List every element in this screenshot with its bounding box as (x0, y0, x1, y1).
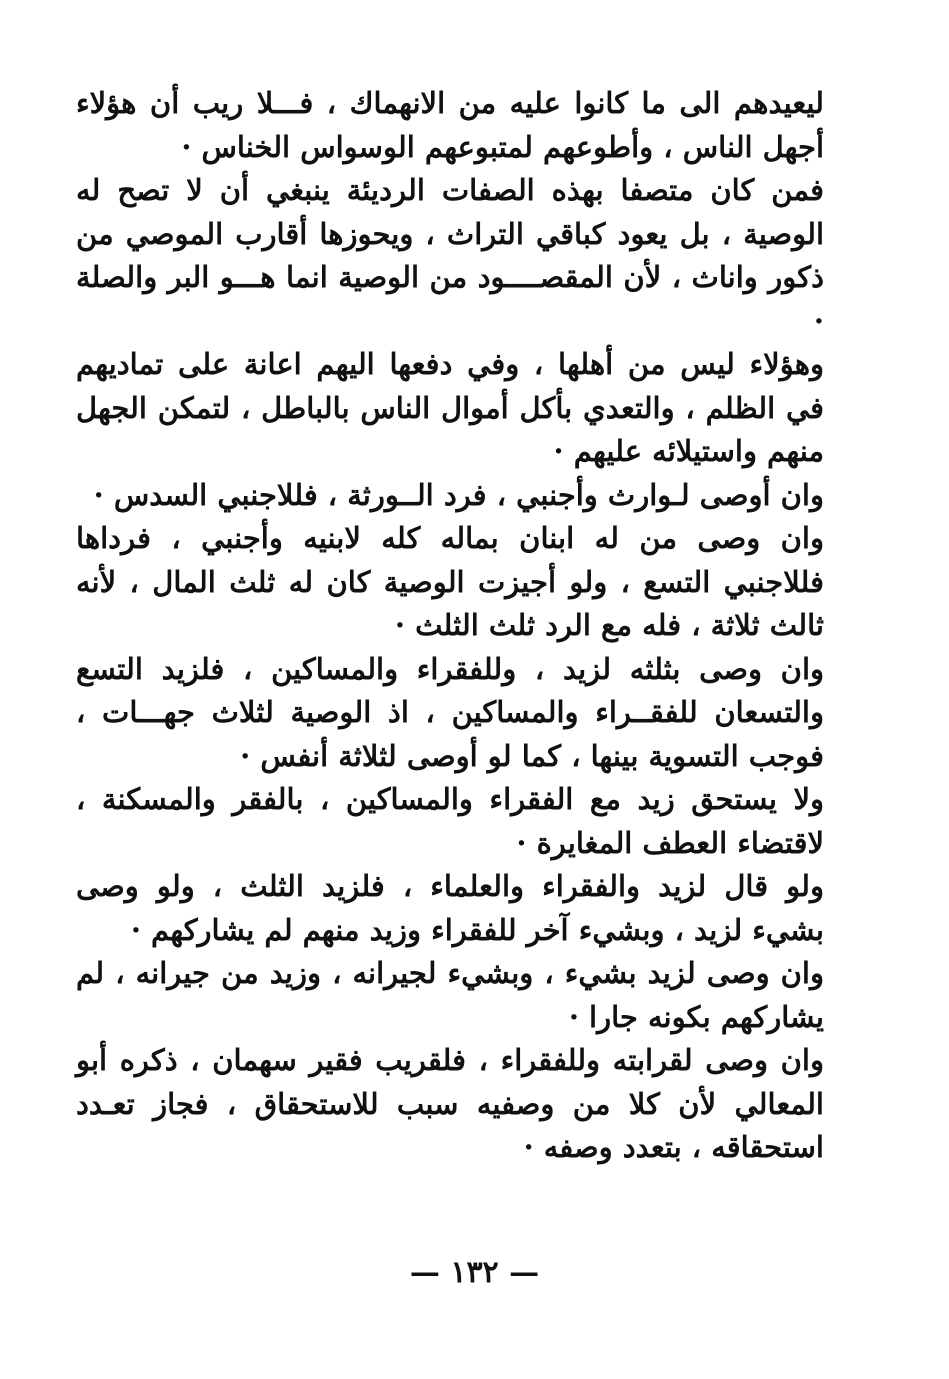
paragraph-3: وهؤلاء ليس من أهلها ، وفي دفعها اليهم اعانة على تماديهم في الظلم ، والتعدي بأكل أموال الناس بالباطل ، لتمكن الجهل منهم واستيلائه عليهم · (76, 347, 824, 468)
paragraph-10: وان وصى لقرابته وللفقراء ، فلقريب فقير سهمان ، ذكره أبو المعالي لأن كلا من وصفيه سبب للاستحقاق ، فجاز تعـدد استحقاقه ، بتعدد وصفه · (76, 1043, 824, 1164)
paragraph-4: وان أوصى لـوارث وأجنبي ، فرد الــورثة ، فللاجنبي السدس · (93, 477, 824, 512)
paragraph-5: وان وصى من له ابنان بماله كله لابنيه وأجنبي ، فرداها فللاجنبي التسع ، ولو أجيزت الوصية كان له ثلث المال ، لأنه ثالث ثلاثة ، فله مع الرد ثلث الثلث · (76, 521, 824, 642)
paragraph-1: ليعيدهم الى ما كانوا عليه من الانهماك ، فـــلا ريب أن هؤلاء أجهل الناس ، وأطوعهم لمتبوعهم الوسواس الخناس · (76, 86, 824, 164)
paragraph-8: ولو قال لزيد والفقراء والعلماء ، فلزيد الثلث ، ولو وصى بشيء لزيد ، وبشيء آخر للفقراء وزيد منهم لم يشاركهم · (76, 869, 824, 947)
body-text (76, 82, 824, 1170)
paragraph-9: وان وصى لزيد بشيء ، وبشيء لجيرانه ، وزيد من جيرانه ، لم يشاركهم بكونه جارا · (76, 956, 824, 1034)
paragraph-6: وان وصى بثلثه لزيد ، وللفقراء والمساكين ، فلزيد التسع والتسعان للفقــراء والمساكين ، اذ الوصية لثلاث جهـــات ، فوجب التسوية بينها ، كما لو أوصى لثلاثة أنفس · (76, 651, 824, 773)
paragraph-2: فمن كان متصفا بهذه الصفات الرديئة ينبغي أن لا تصح له الوصية ، بل يعود كباقي التراث ، ويحوزها أقارب الموصي من ذكور واناث ، لأن المقصــــود من الوصية انما هـــو البر والصلة · (76, 173, 824, 338)
page-number: — ١٣٢ — (409, 1255, 540, 1290)
paragraph-7: ولا يستحق زيد مع الفقراء والمساكين ، بالفقر والمسكنة ، لاقتضاء العطف المغايرة · (76, 782, 824, 860)
